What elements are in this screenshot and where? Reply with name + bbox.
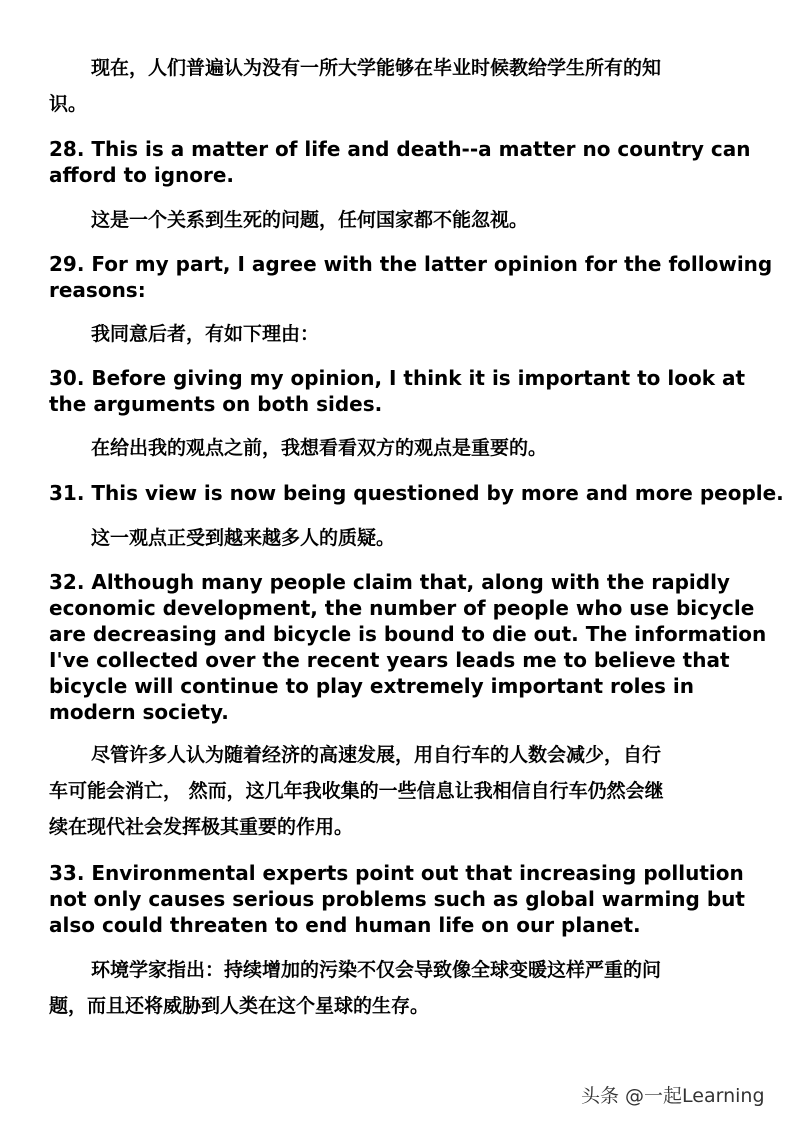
paragraph-en <box>49 251 772 303</box>
paragraph-cn <box>49 737 664 845</box>
text-line: afford to ignore. <box>49 163 235 187</box>
paragraph-en <box>49 365 745 417</box>
text-line: I've collected over the recent years leads me to believe that <box>49 648 730 672</box>
paragraph-cn <box>91 430 547 466</box>
text-line: 31. This view is now being questioned by more and more people. <box>49 481 784 505</box>
paragraph-cn <box>91 316 319 352</box>
text-line: reasons: <box>49 278 146 302</box>
text-line: not only causes serious problems such as global warming but <box>49 887 745 911</box>
paragraph-en <box>49 569 766 725</box>
text-line: are decreasing and bicycle is bound to die out. The information <box>49 622 767 646</box>
text-line: 32. Although many people claim that, along with the rapidly <box>49 570 730 594</box>
text-line: 29. For my part, I agree with the latter opinion for the following <box>49 252 773 276</box>
watermark-label: 头条 @一起Learning <box>581 1085 765 1107</box>
text-line: 30. Before giving my opinion, I think it is important to look at <box>49 366 746 390</box>
text-line: 在给出我的观点之前，我想看看双方的观点是重要的。 <box>91 437 548 459</box>
paragraph-cn <box>49 50 661 122</box>
text-line: 续在现代社会发挥极其重要的作用。 <box>49 816 354 838</box>
text-line: 33. Environmental experts point out that increasing pollution <box>49 861 744 885</box>
text-line: bicycle will continue to play extremely important roles in <box>49 674 695 698</box>
paragraph-cn <box>91 202 528 238</box>
text-line: 这是一个关系到生死的问题，任何国家都不能忽视。 <box>91 209 529 231</box>
text-line: 车可能会消亡， 然而，这几年我收集的一些信息让我相信自行车仍然会继 <box>49 780 664 802</box>
text-line: 这一观点正受到越来越多人的质疑。 <box>91 527 396 549</box>
text-line: also could threaten to end human life on our planet. <box>49 913 641 937</box>
paragraph-en <box>49 480 784 506</box>
paragraph-cn <box>91 520 395 556</box>
paragraph-en <box>49 860 745 938</box>
text-line: 我同意后者，有如下理由： <box>91 323 320 345</box>
paragraph-cn <box>49 952 661 1024</box>
text-line: the arguments on both sides. <box>49 392 383 416</box>
text-line: 现在，人们普遍认为没有一所大学能够在毕业时候教给学生所有的知 <box>91 57 662 79</box>
text-line: 题，而且还将威胁到人类在这个星球的生存。 <box>49 995 430 1017</box>
text-line: 28. This is a matter of life and death--a matter no country can <box>49 137 751 161</box>
text-line: modern society. <box>49 700 229 724</box>
text-line: 尽管许多人认为随着经济的高速发展，用自行车的人数会减少，自行 <box>91 744 662 766</box>
paragraph-en <box>49 136 751 188</box>
text-line: economic development, the number of people who use bicycle <box>49 596 755 620</box>
text-line: 环境学家指出：持续增加的污染不仅会导致像全球变暖这样严重的问 <box>91 959 662 981</box>
text-line: 识。 <box>49 93 88 115</box>
